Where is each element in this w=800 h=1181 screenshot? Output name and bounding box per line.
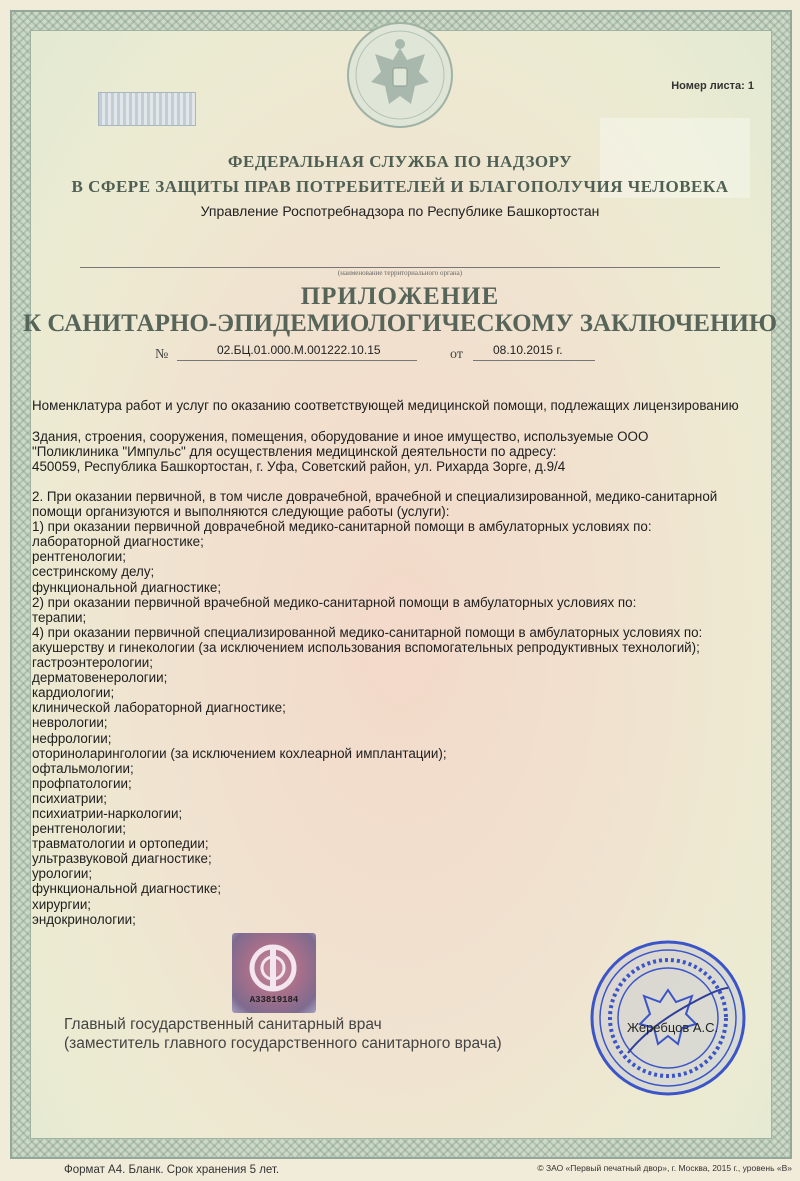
nomenclature-line: Номенклатура работ и услуг по оказанию соответствующей медицинской помощи, подлежащих лицензированию	[32, 398, 739, 413]
service-line: профпатологии;	[32, 775, 132, 791]
service-line: 4) при оказании первичной специализированной медико-санитарной помощи в амбулаторных условиях по:	[32, 624, 703, 640]
service-line: 1) при оказании первичной доврачебной медико-санитарной помощи в амбулаторных условиях по:	[32, 519, 652, 535]
number-underline	[177, 360, 417, 361]
agency-title-line1: ФЕДЕРАЛЬНАЯ СЛУЖБА ПО НАДЗОРУ	[227, 152, 573, 171]
date-label: от	[450, 347, 463, 362]
document-date: 08.10.2015 г.	[493, 343, 563, 357]
date-underline	[473, 360, 595, 361]
hologram-logo-icon	[248, 943, 298, 993]
official-stamp-icon	[588, 938, 748, 1098]
service-line: рентгенологии;	[32, 549, 126, 565]
service-line: дерматовенерологии;	[32, 670, 168, 686]
department-name: Управление Роспотребнадзора по Республике Башкортостан	[200, 203, 600, 219]
signature-title-line1: Главный государственный санитарный врач	[64, 1016, 382, 1033]
service-line: травматологии и ортопедии;	[32, 836, 209, 852]
service-line: сестринскому делу;	[32, 564, 155, 580]
document-title-line2: К САНИТАРНО-ЭПИДЕМИОЛОГИЧЕСКОМУ ЗАКЛЮЧЕНИЮ	[23, 310, 777, 337]
building-line: Здания, строения, сооружения, помещения, оборудование и иное имущество, используемые ООО	[32, 429, 649, 444]
service-line: лабораторной диагностике;	[32, 534, 204, 550]
service-line: гастроэнтерологии;	[32, 655, 153, 671]
nomenclature-text	[32, 398, 772, 413]
hologram-serial: А33819184	[249, 995, 299, 1005]
service-line: функциональной диагностике;	[32, 881, 222, 897]
signer-name: Жеребцов А.С.	[627, 1020, 719, 1035]
service-line: ультразвуковой диагностике;	[32, 851, 212, 867]
service-line: психиатрии-наркологии;	[32, 805, 183, 821]
service-line: рентгенологии;	[32, 821, 126, 837]
emblem-icon	[345, 20, 455, 130]
service-line: терапии;	[32, 609, 87, 625]
service-line: помощи организуются и выполняются следующие работы (услуги):	[32, 504, 450, 520]
services-list	[32, 489, 772, 927]
document-number: 02.БЦ.01.000.М.001222.10.15	[217, 343, 381, 357]
building-line: 450059, Республика Башкортостан, г. Уфа, Советский район, ул. Рихарда Зорге, д.9/4	[32, 459, 566, 475]
service-line: нефрологии;	[32, 730, 112, 746]
number-label: №	[155, 347, 169, 362]
building-text	[32, 429, 772, 474]
service-line: эндокринологии;	[32, 911, 136, 927]
building-line: "Поликлиника "Импульс" для осуществления медицинской деятельности по адресу:	[32, 444, 557, 460]
service-line: 2. При оказании первичной, в том числе доврачебной, врачебной и специализированной, медико-санитарной	[32, 489, 718, 504]
service-line: 2) при оказании первичной врачебной медико-санитарной помощи в амбулаторных условиях по:	[32, 594, 637, 610]
org-caption: (наименование территориального органа)	[337, 269, 463, 277]
service-line: хирургии;	[32, 896, 92, 912]
footer-printer: © ЗАО «Первый печатный двор», г. Москва, 2015 г., уровень «В»	[537, 1163, 792, 1173]
agency-title-line2: В СФЕРЕ ЗАЩИТЫ ПРАВ ПОТРЕБИТЕЛЕЙ И БЛАГОПОЛУЧИЯ ЧЕЛОВЕКА	[71, 177, 729, 196]
service-line: функциональной диагностике;	[32, 579, 222, 595]
org-underline	[80, 267, 720, 268]
sheet-number: Номер листа: 1	[671, 80, 754, 92]
service-line: урологии;	[32, 866, 93, 882]
hologram-seal	[232, 933, 316, 1013]
service-line: оториноларингологии (за исключением кохлеарной имплантации);	[32, 745, 447, 761]
service-line: клинической лабораторной диагностике;	[32, 700, 286, 716]
footer-format: Формат А4. Бланк. Срок хранения 5 лет.	[64, 1164, 280, 1176]
service-line: неврологии;	[32, 715, 108, 731]
hologram-strip	[98, 92, 196, 126]
document-title-line1: ПРИЛОЖЕНИЕ	[300, 283, 500, 310]
document-number-row	[155, 343, 595, 363]
service-line: акушерству и гинекологии (за исключением использования вспомогательных репродуктивных технологий);	[32, 639, 700, 655]
service-line: кардиологии;	[32, 685, 115, 701]
signature-title-line2: (заместитель главного государственного санитарного врача)	[64, 1035, 502, 1052]
service-line: офтальмологии;	[32, 760, 134, 776]
service-line: психиатрии;	[32, 790, 108, 806]
